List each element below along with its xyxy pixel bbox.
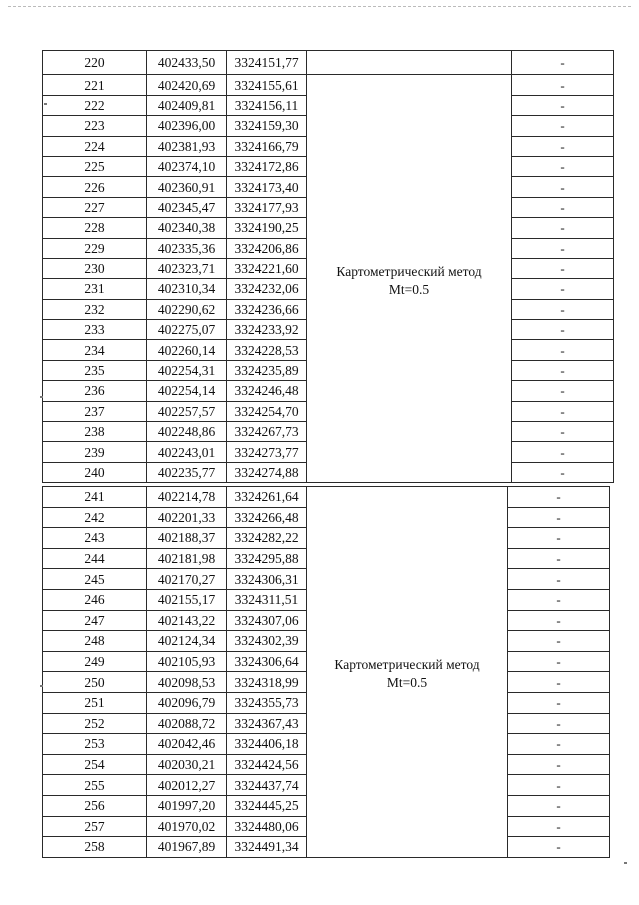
table-row <box>43 51 614 75</box>
x-coordinate: 402105,93 <box>147 651 227 672</box>
note-dash: - <box>508 837 610 858</box>
point-number: 241 <box>43 487 147 508</box>
y-coordinate: 3324177,93 <box>227 197 307 217</box>
y-coordinate: 3324367,43 <box>227 713 307 734</box>
note-dash: - <box>512 75 614 95</box>
note-dash: - <box>512 360 614 380</box>
y-coordinate: 3324228,53 <box>227 340 307 360</box>
x-coordinate: 402340,38 <box>147 218 227 238</box>
point-number: 232 <box>43 299 147 319</box>
x-coordinate: 402254,14 <box>147 381 227 401</box>
method-cell-empty <box>307 51 512 75</box>
x-coordinate: 402098,53 <box>147 672 227 693</box>
note-dash: - <box>508 775 610 796</box>
point-number: 238 <box>43 422 147 442</box>
note-dash: - <box>508 631 610 652</box>
note-dash: - <box>512 381 614 401</box>
y-coordinate: 3324246,48 <box>227 381 307 401</box>
method-name: Картометрический метод <box>334 656 480 672</box>
x-coordinate: 401997,20 <box>147 795 227 816</box>
x-coordinate: 402012,27 <box>147 775 227 796</box>
y-coordinate: 3324172,86 <box>227 156 307 176</box>
y-coordinate: 3324173,40 <box>227 177 307 197</box>
x-coordinate: 402155,17 <box>147 589 227 610</box>
note-dash: - <box>512 156 614 176</box>
note-dash: - <box>512 422 614 442</box>
y-coordinate: 3324480,06 <box>227 816 307 837</box>
note-dash: - <box>508 795 610 816</box>
note-dash: - <box>508 754 610 775</box>
point-number: 235 <box>43 360 147 380</box>
x-coordinate: 402181,98 <box>147 548 227 569</box>
y-coordinate: 3324221,60 <box>227 258 307 278</box>
y-coordinate: 3324267,73 <box>227 422 307 442</box>
point-number: 256 <box>43 795 147 816</box>
y-coordinate: 3324311,51 <box>227 589 307 610</box>
x-coordinate: 402396,00 <box>147 116 227 136</box>
note-dash: - <box>512 197 614 217</box>
x-coordinate: 402345,47 <box>147 197 227 217</box>
coordinates-table-section-2 <box>42 486 610 858</box>
note-dash: - <box>512 320 614 340</box>
point-number: 227 <box>43 197 147 217</box>
point-number: 225 <box>43 156 147 176</box>
point-number: 258 <box>43 837 147 858</box>
y-coordinate: 3324355,73 <box>227 692 307 713</box>
note-dash: - <box>508 816 610 837</box>
y-coordinate: 3324295,88 <box>227 548 307 569</box>
note-dash: - <box>508 692 610 713</box>
point-number: 223 <box>43 116 147 136</box>
x-coordinate: 402310,34 <box>147 279 227 299</box>
x-coordinate: 402188,37 <box>147 528 227 549</box>
y-coordinate: 3324318,99 <box>227 672 307 693</box>
point-number: 229 <box>43 238 147 258</box>
x-coordinate: 402374,10 <box>147 156 227 176</box>
point-number: 237 <box>43 401 147 421</box>
point-number: 233 <box>43 320 147 340</box>
x-coordinate: 402335,36 <box>147 238 227 258</box>
point-number: 224 <box>43 136 147 156</box>
table-body <box>43 487 610 858</box>
y-coordinate: 3324282,22 <box>227 528 307 549</box>
x-coordinate: 402214,78 <box>147 487 227 508</box>
point-number: 239 <box>43 442 147 462</box>
point-number: 220 <box>43 51 147 75</box>
y-coordinate: 3324206,86 <box>227 238 307 258</box>
table-body <box>43 51 614 483</box>
x-coordinate: 402381,93 <box>147 136 227 156</box>
point-number: 221 <box>43 75 147 95</box>
point-number: 231 <box>43 279 147 299</box>
x-coordinate: 402248,86 <box>147 422 227 442</box>
x-coordinate: 402143,22 <box>147 610 227 631</box>
point-number: 242 <box>43 507 147 528</box>
point-number: 234 <box>43 340 147 360</box>
point-number: 222 <box>43 95 147 115</box>
point-number: 248 <box>43 631 147 652</box>
y-coordinate: 3324235,89 <box>227 360 307 380</box>
y-coordinate: 3324233,92 <box>227 320 307 340</box>
y-coordinate: 3324151,77 <box>227 51 307 75</box>
point-number: 246 <box>43 589 147 610</box>
y-coordinate: 3324166,79 <box>227 136 307 156</box>
x-coordinate: 401970,02 <box>147 816 227 837</box>
y-coordinate: 3324155,61 <box>227 75 307 95</box>
scan-edge-line <box>8 6 631 7</box>
y-coordinate: 3324424,56 <box>227 754 307 775</box>
point-number: 244 <box>43 548 147 569</box>
x-coordinate: 402360,91 <box>147 177 227 197</box>
note-dash: - <box>508 487 610 508</box>
y-coordinate: 3324437,74 <box>227 775 307 796</box>
y-coordinate: 3324491,34 <box>227 837 307 858</box>
y-coordinate: 3324266,48 <box>227 507 307 528</box>
y-coordinate: 3324273,77 <box>227 442 307 462</box>
scan-speck <box>44 103 47 105</box>
note-dash: - <box>508 528 610 549</box>
y-coordinate: 3324159,30 <box>227 116 307 136</box>
accuracy-value: Mt=0.5 <box>388 281 430 297</box>
point-number: 245 <box>43 569 147 590</box>
x-coordinate: 402243,01 <box>147 442 227 462</box>
point-number: 254 <box>43 754 147 775</box>
point-number: 230 <box>43 258 147 278</box>
note-dash: - <box>508 713 610 734</box>
point-number: 252 <box>43 713 147 734</box>
x-coordinate: 402275,07 <box>147 320 227 340</box>
y-coordinate: 3324406,18 <box>227 734 307 755</box>
note-dash: - <box>508 569 610 590</box>
point-number: 247 <box>43 610 147 631</box>
point-number: 236 <box>43 381 147 401</box>
x-coordinate: 402088,72 <box>147 713 227 734</box>
y-coordinate: 3324307,06 <box>227 610 307 631</box>
note-dash: - <box>508 610 610 631</box>
scan-speck <box>624 862 627 864</box>
y-coordinate: 3324445,25 <box>227 795 307 816</box>
method-cell <box>307 75 512 483</box>
y-coordinate: 3324274,88 <box>227 462 307 482</box>
note-dash: - <box>512 116 614 136</box>
table-row <box>43 487 610 508</box>
method-cell <box>307 487 508 858</box>
y-coordinate: 3324190,25 <box>227 218 307 238</box>
point-number: 250 <box>43 672 147 693</box>
x-coordinate: 402323,71 <box>147 258 227 278</box>
note-dash: - <box>512 442 614 462</box>
note-dash: - <box>508 589 610 610</box>
y-coordinate: 3324232,06 <box>227 279 307 299</box>
note-dash: - <box>512 462 614 482</box>
x-coordinate: 402030,21 <box>147 754 227 775</box>
note-dash: - <box>512 218 614 238</box>
x-coordinate: 402124,34 <box>147 631 227 652</box>
note-dash: - <box>512 340 614 360</box>
note-dash: - <box>512 279 614 299</box>
x-coordinate: 402042,46 <box>147 734 227 755</box>
note-dash: - <box>512 51 614 75</box>
point-number: 243 <box>43 528 147 549</box>
x-coordinate: 402254,31 <box>147 360 227 380</box>
scan-speck <box>40 396 43 398</box>
y-coordinate: 3324254,70 <box>227 401 307 421</box>
note-dash: - <box>508 734 610 755</box>
x-coordinate: 402257,57 <box>147 401 227 421</box>
x-coordinate: 401967,89 <box>147 837 227 858</box>
point-number: 240 <box>43 462 147 482</box>
coordinates-table-section-1 <box>42 50 614 483</box>
point-number: 255 <box>43 775 147 796</box>
y-coordinate: 3324156,11 <box>227 95 307 115</box>
y-coordinate: 3324236,66 <box>227 299 307 319</box>
scan-speck <box>40 685 43 687</box>
point-number: 228 <box>43 218 147 238</box>
note-dash: - <box>512 95 614 115</box>
x-coordinate: 402260,14 <box>147 340 227 360</box>
note-dash: - <box>508 548 610 569</box>
note-dash: - <box>512 258 614 278</box>
x-coordinate: 402420,69 <box>147 75 227 95</box>
y-coordinate: 3324306,31 <box>227 569 307 590</box>
point-number: 257 <box>43 816 147 837</box>
y-coordinate: 3324261,64 <box>227 487 307 508</box>
note-dash: - <box>508 672 610 693</box>
point-number: 226 <box>43 177 147 197</box>
x-coordinate: 402201,33 <box>147 507 227 528</box>
note-dash: - <box>512 299 614 319</box>
x-coordinate: 402096,79 <box>147 692 227 713</box>
x-coordinate: 402170,27 <box>147 569 227 590</box>
x-coordinate: 402290,62 <box>147 299 227 319</box>
x-coordinate: 402433,50 <box>147 51 227 75</box>
point-number: 253 <box>43 734 147 755</box>
table-row <box>43 75 614 95</box>
note-dash: - <box>512 401 614 421</box>
x-coordinate: 402235,77 <box>147 462 227 482</box>
point-number: 249 <box>43 651 147 672</box>
note-dash: - <box>512 238 614 258</box>
y-coordinate: 3324302,39 <box>227 631 307 652</box>
accuracy-value: Mt=0.5 <box>386 674 428 690</box>
note-dash: - <box>512 136 614 156</box>
note-dash: - <box>512 177 614 197</box>
note-dash: - <box>508 651 610 672</box>
x-coordinate: 402409,81 <box>147 95 227 115</box>
method-name: Картометрический метод <box>336 263 482 279</box>
point-number: 251 <box>43 692 147 713</box>
y-coordinate: 3324306,64 <box>227 651 307 672</box>
note-dash: - <box>508 507 610 528</box>
